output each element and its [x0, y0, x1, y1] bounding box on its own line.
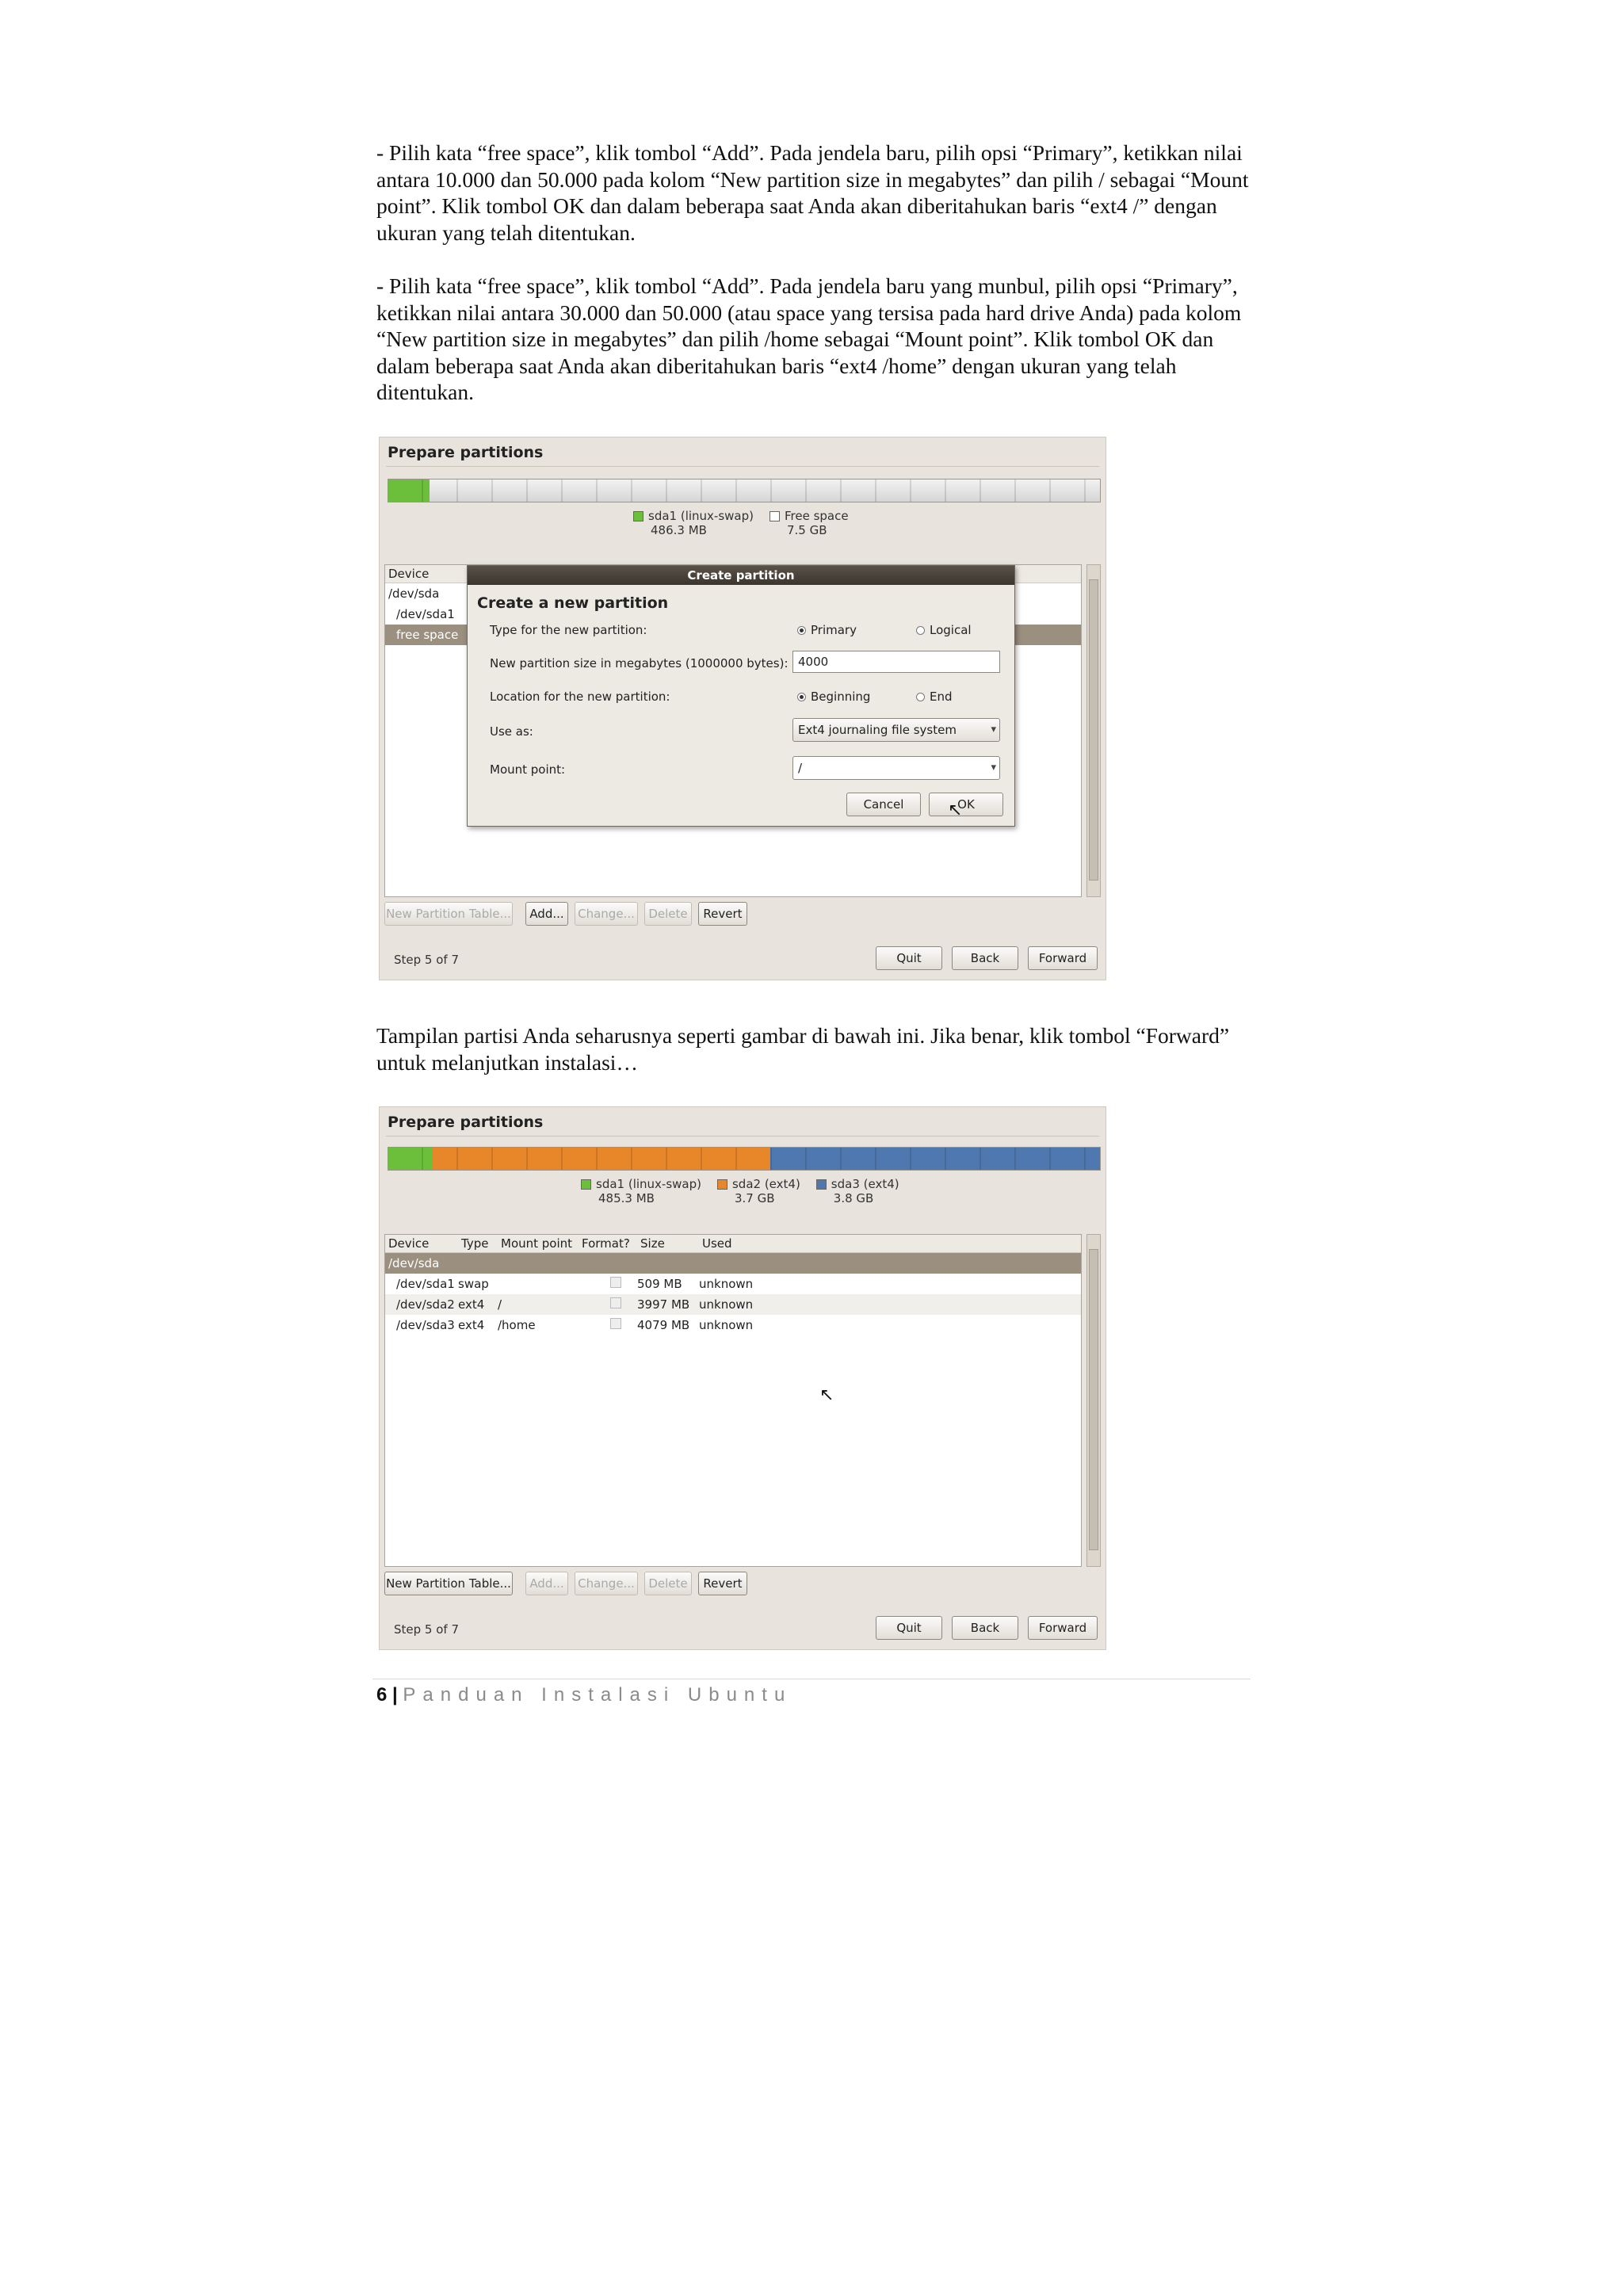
add-button[interactable]: Add... — [525, 902, 568, 926]
instruction-paragraph-1: - Pilih kata “free space”, klik tombol “Add”. Pada jendela baru, pilih opsi “Primary”, ketikkan nilai antara 10.000 dan 50.000 pada kolom “New partition size in megabytes” dan pilih / sebagai “Mount point”. Klik tombol OK dan dalam beberapa saat Anda akan diberitahukan baris “ext4 /” dengan ukuran yang telah ditentukan. — [376, 140, 1249, 245]
table-row[interactable]: /dev/sda3 ext4 /home 4079 MB unknown — [396, 1318, 754, 1332]
col-format[interactable]: Format? — [582, 1236, 630, 1251]
prepare-partitions-title: Prepare partitions — [388, 1114, 544, 1131]
mount-point-value: / — [798, 761, 803, 775]
partition-bar — [388, 479, 1101, 502]
col-device[interactable]: Device — [388, 1236, 430, 1251]
partition-legend — [633, 509, 849, 537]
mount-point-select[interactable] — [792, 756, 1000, 780]
partition-bar — [388, 1147, 1101, 1171]
col-device[interactable]: Device — [388, 567, 430, 581]
radio-primary[interactable]: Primary — [797, 623, 857, 637]
format-checkbox[interactable] — [610, 1297, 621, 1308]
scrollbar-thumb[interactable] — [1089, 579, 1098, 881]
legend-label: sda2 (ext4) — [731, 1177, 800, 1191]
legend-item-swap — [581, 1177, 701, 1205]
table-row[interactable]: /dev/sda2 ext4 / 3997 MB unknown — [385, 1294, 1081, 1315]
step-indicator: Step 5 of 7 — [394, 1622, 460, 1637]
prepare-partitions-title: Prepare partitions — [388, 444, 544, 461]
instruction-paragraph-3: Tampilan partisi Anda seharusnya seperti gambar di bawah ini. Jika benar, klik tombol “Forward” untuk melanjutkan instalasi… — [376, 1023, 1230, 1075]
quit-button[interactable]: Quit — [876, 1616, 942, 1640]
legend-label: sda3 (ext4) — [831, 1177, 899, 1191]
delete-button[interactable]: Delete — [644, 1572, 692, 1595]
cancel-button[interactable]: Cancel — [846, 793, 921, 816]
footer-title: Panduan Instalasi Ubuntu — [403, 1684, 792, 1706]
radio-beginning[interactable]: Beginning — [797, 690, 870, 704]
new-partition-table-button[interactable]: New Partition Table... — [384, 902, 513, 926]
change-button[interactable]: Change... — [575, 1572, 638, 1595]
mouse-pointer-icon: ↖ — [948, 800, 963, 820]
format-checkbox[interactable] — [610, 1277, 621, 1288]
legend-size: 7.5 GB — [786, 523, 827, 537]
mouse-pointer-icon: ↖ — [819, 1385, 834, 1405]
delete-button[interactable]: Delete — [644, 902, 692, 926]
add-button[interactable]: Add... — [525, 1572, 568, 1595]
table-row-selected[interactable]: free space — [385, 625, 1081, 645]
page-footer — [376, 1684, 792, 1706]
col-type[interactable]: Type — [461, 1236, 489, 1251]
table-header — [385, 1235, 1081, 1253]
partition-legend — [581, 1177, 899, 1205]
dialog-heading: Create a new partition — [477, 594, 669, 612]
legend-item-free — [769, 509, 849, 537]
legend-swatch — [633, 511, 643, 521]
use-as-label: Use as: — [490, 724, 533, 739]
title-divider — [386, 1136, 1099, 1137]
partition-table — [384, 1234, 1082, 1567]
table-row[interactable]: /dev/sda1 swap 509 MB unknown — [396, 1277, 754, 1291]
use-as-value: Ext4 journaling file system — [798, 723, 957, 737]
size-label: New partition size in megabytes (1000000 bytes): — [490, 656, 789, 670]
table-row[interactable]: /dev/sda1 — [396, 607, 455, 621]
instruction-paragraph-2: - Pilih kata “free space”, klik tombol “Add”. Pada jendela baru yang munbul, pilih opsi “Primary”, ketikkan nilai antara 30.000 dan 50.000 (atau space yang tersisa pada hard drive Anda) pada kolom “New partition size in megabytes” dan pilih /home sebagai “Mount point”. Klik tombol OK dan dalam beberapa saat Anda akan diberitahukan baris “ext4 /home” dengan ukuran yang telah ditentukan. — [376, 273, 1242, 404]
radio-end[interactable]: End — [916, 690, 953, 704]
radio-dot — [797, 626, 806, 635]
radio-dot — [916, 693, 925, 701]
screenshot-create-partition — [379, 437, 1106, 980]
partition-size-input[interactable]: 4000 — [792, 651, 1000, 673]
table-row[interactable]: /dev/sda — [388, 586, 440, 601]
table-row-group[interactable]: /dev/sda — [385, 1253, 1081, 1274]
change-button[interactable]: Change... — [575, 902, 638, 926]
legend-size: 485.3 MB — [598, 1191, 655, 1205]
radio-logical[interactable]: Logical — [916, 623, 972, 637]
legend-label: sda1 (linux-swap) — [648, 509, 754, 523]
legend-item-sda3 — [816, 1177, 899, 1205]
revert-button[interactable]: Revert — [698, 902, 747, 926]
new-partition-table-button[interactable]: New Partition Table... — [384, 1572, 513, 1595]
forward-button[interactable]: Forward — [1028, 946, 1098, 970]
use-as-select[interactable] — [792, 718, 1000, 742]
chevron-down-icon: ▾ — [991, 724, 996, 735]
ok-button[interactable]: OK — [929, 793, 1003, 816]
footer-separator: | — [392, 1684, 398, 1706]
legend-label: sda1 (linux-swap) — [596, 1177, 701, 1191]
create-partition-dialog — [467, 565, 1015, 827]
back-button[interactable]: Back — [952, 946, 1018, 970]
legend-swatch — [717, 1179, 727, 1190]
legend-swatch — [581, 1179, 591, 1190]
format-checkbox[interactable] — [610, 1318, 621, 1329]
chevron-down-icon: ▾ — [991, 762, 996, 774]
title-divider — [386, 466, 1099, 467]
page-number: 6 — [376, 1684, 388, 1706]
dialog-titlebar: Create partition — [468, 566, 1014, 585]
radio-dot — [916, 626, 925, 635]
legend-size: 3.7 GB — [734, 1191, 775, 1205]
forward-button[interactable]: Forward — [1028, 1616, 1098, 1640]
legend-item-sda2 — [717, 1177, 800, 1205]
quit-button[interactable]: Quit — [876, 946, 942, 970]
legend-swatch — [769, 511, 780, 521]
screenshot-final-partitions — [379, 1106, 1106, 1650]
legend-swatch — [816, 1179, 827, 1190]
location-label: Location for the new partition: — [490, 690, 670, 704]
legend-label: Free space — [784, 509, 849, 523]
type-label: Type for the new partition: — [490, 623, 647, 637]
back-button[interactable]: Back — [952, 1616, 1018, 1640]
legend-size: 3.8 GB — [833, 1191, 874, 1205]
col-size[interactable]: Size — [640, 1236, 665, 1251]
scrollbar-thumb[interactable] — [1089, 1249, 1098, 1550]
step-indicator: Step 5 of 7 — [394, 953, 460, 967]
legend-item-swap — [633, 509, 754, 537]
col-mount-point[interactable]: Mount point — [501, 1236, 573, 1251]
legend-size: 486.3 MB — [651, 523, 707, 537]
table-scrollbar[interactable] — [1086, 564, 1101, 897]
mount-point-label: Mount point: — [490, 762, 566, 777]
col-used[interactable]: Used — [702, 1236, 732, 1251]
table-scrollbar[interactable] — [1086, 1234, 1101, 1567]
radio-dot — [797, 693, 806, 701]
revert-button[interactable]: Revert — [698, 1572, 747, 1595]
